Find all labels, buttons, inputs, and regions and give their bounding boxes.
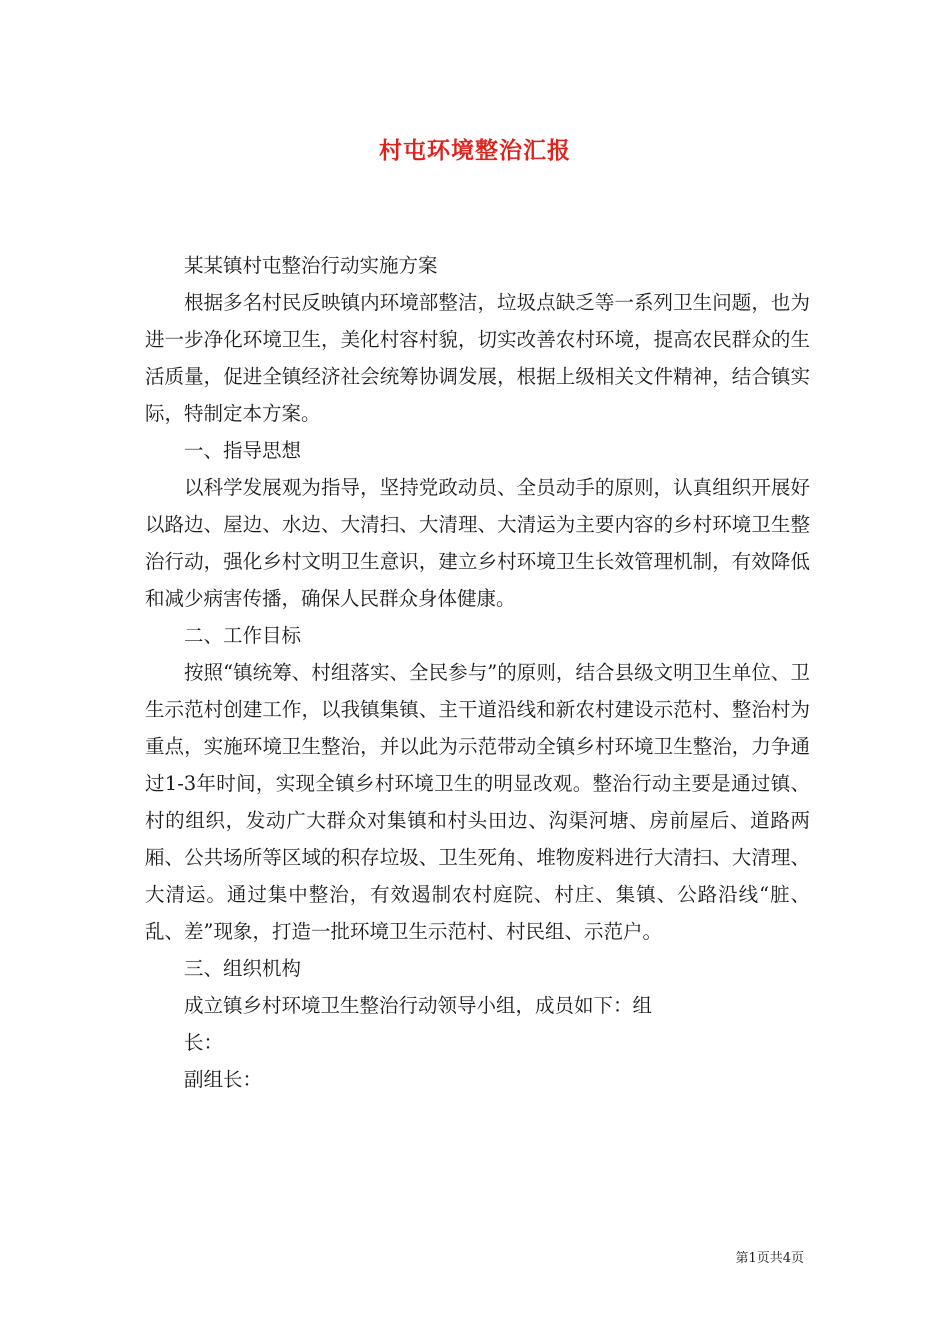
paragraph-plan-title: 某某镇村屯整治行动实施方案 bbox=[184, 254, 438, 277]
paragraph-organization: 成立镇乡村环境卫生整治行动领导小组，成员如下：组 bbox=[184, 994, 653, 1017]
section-heading-guiding-ideology: 一、指导思想 bbox=[184, 439, 302, 462]
section-heading-work-goals: 二、工作目标 bbox=[184, 624, 302, 647]
paragraph-work-goals: 按照“镇统筹、村组落实、全民参与”的原则，结合县级文明卫生单位、卫生示范村创建工作，以我镇集镇、主干道沿线和新农村建设示范村、整治村为重点，实施环境卫生整治，并以此为示范带动全镇乡村环境卫生整治，力争通过1-3年时间，实现全镇乡村环境卫生的明显改观。整治行动主要是通过镇、村的组织，发动广大群众对集镇和村头田边、沟渠河塘、房前屋后、道路两厢、公共场所等区域的积存垃圾、卫生死角、堆物废料进行大清扫、大清理、大清运。通过集中整治，有效遏制农村庭院、村庄、集镇、公路沿线“脏、乱、差”现象，打造一批环境卫生示范村、村民组、示范户。 bbox=[145, 661, 810, 943]
paragraph-guiding-ideology: 以科学发展观为指导，坚持党政动员、全员动手的原则，认真组织开展好以路边、屋边、水边、大清扫、大清理、大清运为主要内容的乡村环境卫生整治行动，强化乡村文明卫生意识，建立乡村环境卫生长效管理机制，有效降低和减少病害传播，确保人民群众身体健康。 bbox=[145, 476, 810, 610]
document-body bbox=[145, 247, 810, 1098]
role-leader: 长： bbox=[184, 1031, 224, 1054]
role-deputy-leader: 副组长： bbox=[184, 1068, 263, 1091]
section-heading-organization: 三、组织机构 bbox=[184, 957, 302, 980]
page-number: 第1页共4页 bbox=[735, 1251, 804, 1266]
document-title: 村屯环境整治汇报 bbox=[379, 137, 571, 164]
paragraph-intro: 根据多名村民反映镇内环境部整洁，垃圾点缺乏等一系列卫生问题，也为进一步净化环境卫生，美化村容村貌，切实改善农村环境，提高农民群众的生活质量，促进全镇经济社会统筹协调发展，根据上级相关文件精神，结合镇实际，特制定本方案。 bbox=[145, 291, 810, 425]
